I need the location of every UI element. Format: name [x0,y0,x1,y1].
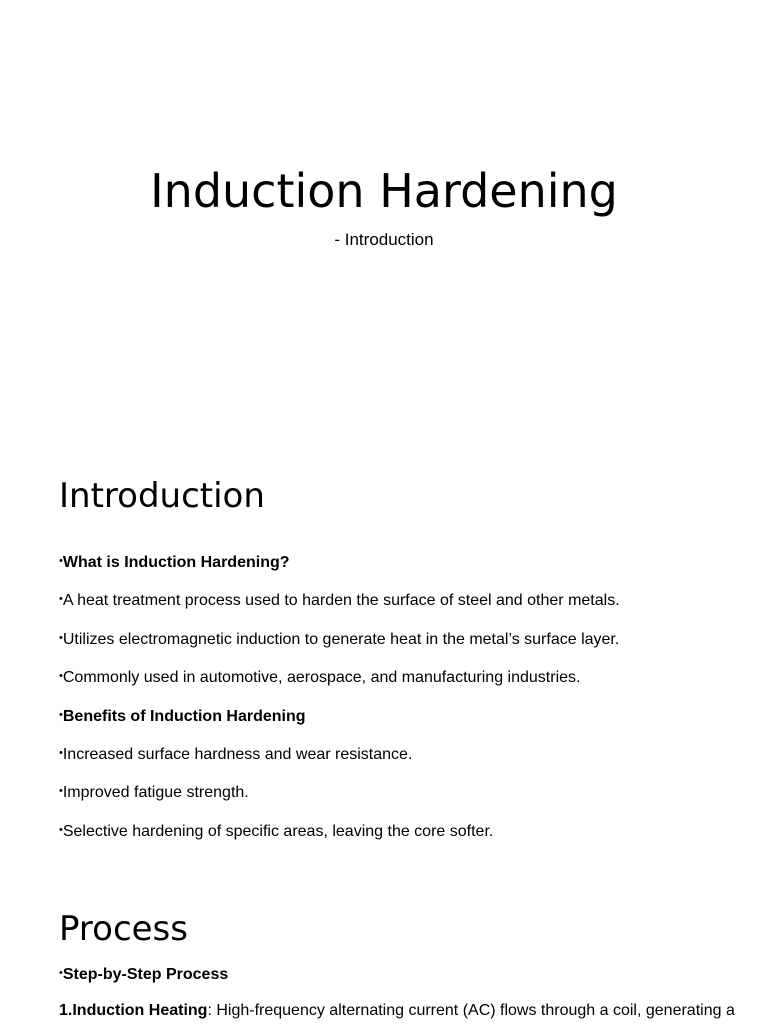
process-heading: Process [59,909,188,949]
list-item [59,742,620,780]
list-item-text: Commonly used in automotive, aerospace, and manufacturing industries. [62,669,581,687]
bullet-icon: • [59,593,63,606]
list-item [59,962,759,1000]
list-item [59,704,620,742]
list-item-text: Selective hardening of specific areas, leaving the core softer. [62,822,494,840]
list-item [59,627,620,665]
slide-title: Induction Hardening [150,164,618,218]
bullet-icon: • [59,967,63,979]
list-item-text: Improved fatigue strength. [62,784,249,802]
list-item-text: What is Induction Hardening? [62,554,290,571]
introduction-bullet-list [59,550,620,857]
list-item-text: Increased surface hardness and wear resistance. [62,745,413,763]
process-bullet-list [59,962,759,1000]
list-item-text: Utilizes electromagnetic induction to generate heat in the metal’s surface layer. [62,630,620,648]
list-item [59,819,620,857]
bullet-icon: • [59,631,63,644]
list-item-text: Benefits of Induction Hardening [62,707,306,725]
bullet-icon: • [59,708,63,721]
list-item-text: Step-by-Step Process [62,966,229,983]
step-number: 1. [59,1002,73,1019]
list-item [59,780,620,818]
bullet-icon: • [59,785,63,798]
step-text: : High-frequency alternating current (AC) flows through a coil, generating a [207,1002,735,1019]
bullet-icon: • [59,746,63,759]
bullet-icon: • [59,823,63,836]
list-item [59,665,620,703]
process-step-1 [59,1000,759,1022]
bullet-icon: • [59,555,63,567]
bullet-icon: • [59,670,63,683]
list-item [59,588,620,626]
slide-subtitle: - Introduction [334,230,434,249]
list-item-text: A heat treatment process used to harden the surface of steel and other metals. [62,592,620,610]
list-item [59,550,620,588]
introduction-heading: Introduction [59,476,265,516]
step-label: Induction Heating [72,1002,208,1019]
